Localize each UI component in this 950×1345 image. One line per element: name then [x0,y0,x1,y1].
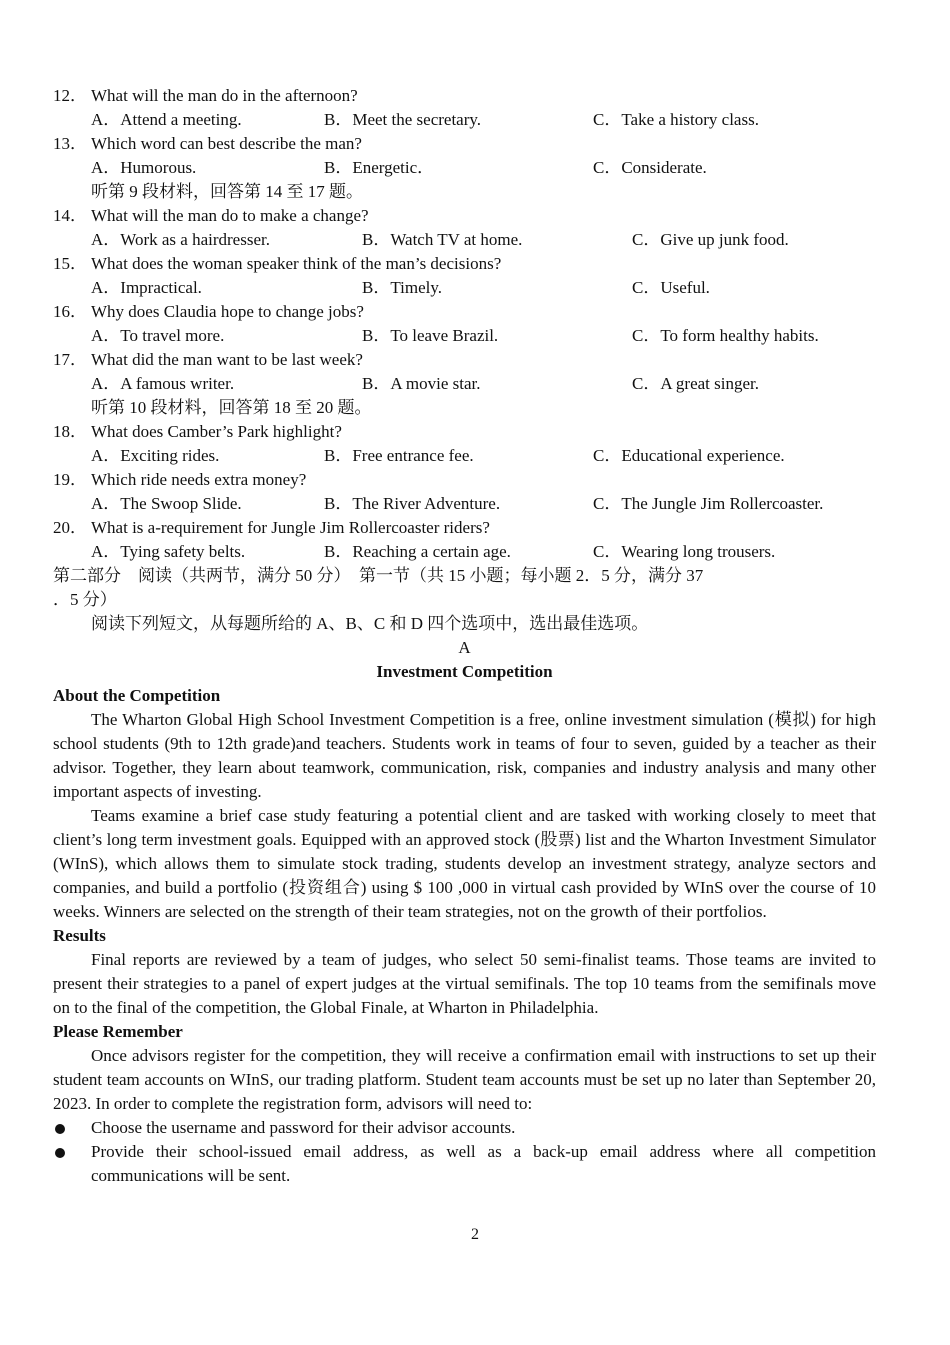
option-c: C．The Jungle Jim Rollercoaster. [593,494,824,513]
about-paragraph-2: Teams examine a brief case study featuring a potential client and are tasked with working closely to meet that client’s long term investment goals. Equipped with an approved stock (股票) list and the Wharton Investment Simulator (WInS), which allows them to simulate stock trading, students develop an investment strategy, analyze sectors and companies, and build a portfolio (投资组合) using $ 100 ,000 in virtual cash provided by WInS over the course of 10 weeks. Winners are selected on the strength of their team strategies, not on the growth of their portfolios. [53,806,876,921]
bullet-dot-icon [55,1124,65,1134]
section-heading-results: Results [53,926,106,945]
passage-title: Investment Competition [376,662,553,681]
option-c: C．Educational experience. [593,446,785,465]
results-paragraph: Final reports are reviewed by a team of judges, who select 50 semi-finalist teams. Those teams are invited to present their strategies to a panel of expert judges at the virtual semifinals. The top 10 teams from the semifinals move on to the final of the competition, the Global Finale, at Wharton in Philadelphia. [53,950,876,1017]
part2-header-cont: ．5 分） [53,590,117,609]
bullet-item: Provide their school-issued email address, as well as a back-up email address where all competition communications will be sent. [53,1140,876,1188]
option-b: B．Reaching a certain age. [324,542,511,561]
remember-paragraph: Once advisors register for the competition, they will receive a confirmation email with instructions to set up their student team accounts on WInS, our trading platform. Student team accounts must be set up no later than September 20, 2023. In order to complete the registration form, advisors will need to: [53,1046,876,1113]
option-a: A．The Swoop Slide. [91,494,242,513]
question-19-options [53,492,876,516]
question-15: 15． What does the woman speaker think of the man’s decisions? [53,254,502,273]
option-b: B．The River Adventure. [324,494,501,513]
exam-page [53,84,876,1188]
option-a: A．To travel more. [91,326,225,345]
page-number: 2 [471,1226,479,1243]
part2-header: 第二部分 阅读（共两节，满分 50 分） 第一节（共 15 小题；每小题 2．5 分，满分 37 [53,566,704,585]
option-a: A．Attend a meeting. [91,110,242,129]
option-a: A．Impractical. [91,278,202,297]
question-20: 20． What is a-requirement for Jungle Jim Rollercoaster riders? [53,518,490,537]
section-heading-remember: Please Remember [53,1022,183,1041]
option-c: C．To form healthy habits. [632,326,819,345]
question-19: 19． Which ride needs extra money? [53,470,307,489]
question-13-options [53,156,876,180]
option-b: B．To leave Brazil. [362,326,499,345]
option-c: C．Useful. [632,278,710,297]
option-c: C．Wearing long trousers. [593,542,776,561]
question-12-options [53,108,876,132]
option-c: C．Take a history class. [593,110,759,129]
option-a: A．A famous writer. [91,374,235,393]
option-a: A．Tying safety belts. [91,542,246,561]
question-17: 17． What did the man want to be last week? [53,350,363,369]
option-b: B．Energetic． [324,158,435,177]
option-a: A．Exciting rides. [91,446,220,465]
question-18-options [53,444,876,468]
question-13: 13． Which word can best describe the man? [53,134,362,153]
bullet-dot-icon [55,1148,65,1158]
option-c: C．Considerate. [593,158,707,177]
question-16: 16． Why does Claudia hope to change jobs? [53,302,364,321]
option-b: B．Free entrance fee. [324,446,474,465]
option-b: B．Watch TV at home. [362,230,523,249]
option-c: C．Give up junk food. [632,230,789,249]
option-b: B．Meet the secretary. [324,110,482,129]
section-heading-about: About the Competition [53,686,221,705]
option-a: A．Humorous. [91,158,197,177]
question-16-options [53,324,876,348]
question-15-options [53,276,876,300]
question-14: 14． What will the man do to make a change? [53,206,369,225]
question-20-options [53,540,876,564]
material-10-instruction: 听第 10 段材料，回答第 18 至 20 题。 [91,398,372,417]
bullet-item: Choose the username and password for their advisor accounts. [53,1116,876,1140]
reading-instruction: 阅读下列短文，从每题所给的 A、B、C 和 D 四个选项中，选出最佳选项。 [91,614,649,633]
passage-label: A [458,638,471,657]
option-b: B．Timely. [362,278,442,297]
option-a: A．Work as a hairdresser. [91,230,270,249]
question-14-options [53,228,876,252]
material-9-instruction: 听第 9 段材料，回答第 14 至 17 题。 [91,182,363,201]
about-paragraph-1: The Wharton Global High School Investment Competition is a free, online investment simulation (模拟) for high school students (9th to 12th grade)and teachers. Students work in teams of four to seven, guided by a teacher as their advisor. Together, they learn about teamwork, communication, risk, companies and industry analysis and many other important aspects of investing. [53,710,876,801]
question-18: 18． What does Camber’s Park highlight? [53,422,342,441]
question-17-options [53,372,876,396]
question-12: 12． What will the man do in the afternoon? [53,86,358,105]
option-b: B．A movie star. [362,374,481,393]
option-c: C．A great singer. [632,374,760,393]
